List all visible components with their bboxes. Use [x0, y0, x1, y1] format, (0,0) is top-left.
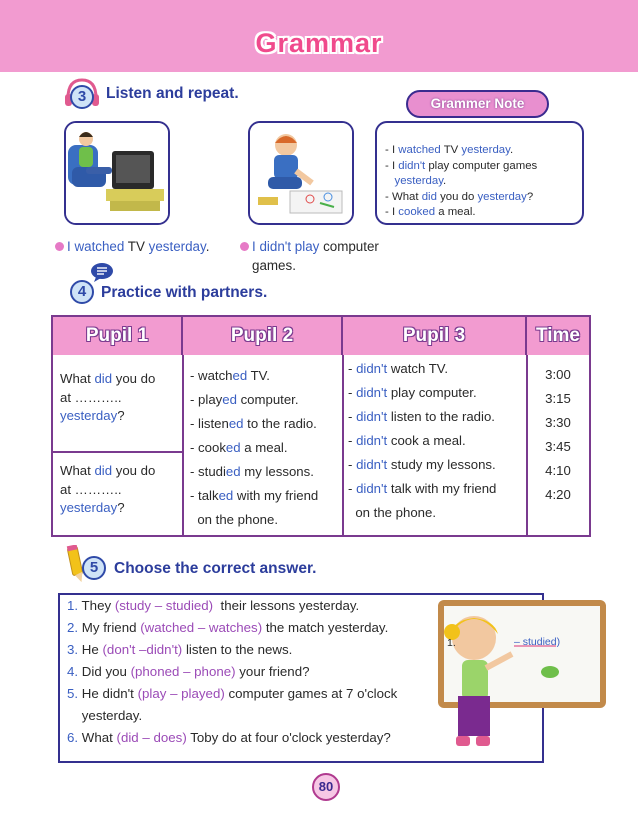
question-line: [67, 620, 388, 635]
text-segment: play computer games: [425, 159, 538, 172]
question-line: [67, 686, 397, 701]
pupil2-line: [190, 508, 340, 532]
pupil1-question-2: [60, 462, 178, 518]
pupil3-line: [348, 405, 524, 429]
pupil1-line: [60, 481, 178, 500]
text-segment: computer.: [236, 392, 299, 407]
board-number: 1.: [447, 637, 456, 649]
table-header-pupil2: Pupil 2: [183, 317, 343, 355]
pupil3-line: [348, 381, 524, 405]
girl-at-board-image: [432, 598, 608, 754]
text-segment: - watch: [190, 368, 233, 383]
highlighted-word: ed: [222, 392, 237, 407]
text-segment: What: [81, 730, 117, 745]
table-divider: [342, 355, 344, 537]
highlighted-word: didn't: [356, 385, 388, 400]
text-segment: you do: [112, 463, 156, 478]
pupil1-line: [60, 389, 178, 408]
section-3-title: Listen and repeat.: [106, 85, 239, 102]
highlighted-word: did: [94, 371, 113, 386]
text-segment: computer games at 7 o'clock: [224, 686, 398, 701]
text-segment: at ………..: [60, 389, 122, 405]
pupil2-answers: [190, 364, 340, 532]
highlighted-word: 2.: [67, 620, 82, 635]
grammar-note-box: [375, 121, 584, 225]
highlighted-word: yesterday: [394, 175, 444, 187]
highlighted-word: 4.: [67, 664, 82, 679]
highlighted-word: didn't: [356, 481, 388, 496]
table-divider: [182, 355, 184, 537]
highlighted-word: didn't: [356, 409, 388, 424]
pupil2-line: [190, 436, 340, 460]
text-segment: Toby do at four o'clock yesterday?: [186, 730, 391, 745]
section-5-title: Choose the correct answer.: [114, 560, 317, 577]
example-bullet-1: [67, 237, 209, 256]
text-segment: - What: [385, 190, 422, 203]
grammar-note-line: [385, 205, 574, 221]
grammar-note-line: [385, 143, 574, 159]
time-value: 3:15: [545, 391, 571, 406]
text-segment: -: [348, 481, 357, 496]
highlighted-word: ed: [232, 368, 248, 383]
highlighted-word: (phoned – phone): [130, 664, 236, 679]
highlighted-word: ed: [218, 488, 234, 503]
section-4-number: 4: [70, 280, 94, 304]
text-segment: .: [443, 175, 447, 187]
pupil2-line: [190, 388, 340, 412]
page-number: 80: [312, 773, 340, 801]
text-segment: .: [509, 144, 514, 156]
text-segment: your friend?: [235, 664, 310, 679]
text-segment: TV.: [247, 368, 270, 383]
highlighted-word: watched: [398, 144, 441, 156]
table-header-time: Time: [527, 317, 589, 355]
section-4-title: Practice with partners.: [101, 284, 268, 301]
time-value: 3:45: [545, 439, 571, 454]
text-segment: - I: [385, 206, 399, 218]
board-answer: – studied): [514, 636, 561, 648]
table-row-divider: [53, 451, 183, 453]
text-segment: a meal.: [240, 440, 288, 455]
grammar-note-tag: Grammer Note: [406, 90, 549, 118]
text-segment: - talk: [190, 488, 219, 503]
highlighted-word: cooked: [398, 206, 436, 218]
text-segment: yesterday.: [67, 708, 143, 723]
text-segment: - I: [385, 144, 399, 156]
highlighted-word: didn't: [356, 361, 388, 376]
pupil2-line: [190, 412, 340, 436]
time-value: 3:00: [545, 367, 571, 382]
pupil2-line: [190, 460, 340, 484]
question-line: [67, 708, 142, 723]
highlighted-word: 5.: [67, 686, 82, 701]
pupil1-question-1: [60, 370, 178, 426]
text-segment: -: [348, 385, 357, 400]
highlighted-word: I: [67, 239, 75, 254]
text-segment: with my friend: [233, 488, 319, 503]
highlighted-word: (don't –didn't): [102, 642, 183, 657]
table-header-pupil3: Pupil 3: [343, 317, 527, 355]
highlighted-word: (did – does): [116, 730, 187, 745]
text-segment: TV: [440, 144, 462, 156]
page-title: Grammar: [255, 28, 383, 58]
highlighted-word: did: [94, 463, 113, 478]
speech-bubble-icon: [90, 262, 114, 282]
text-segment: - play: [190, 392, 223, 407]
highlighted-word: didn't: [356, 433, 388, 448]
text-segment: listen to the radio.: [387, 409, 495, 424]
time-value: 4:20: [545, 487, 571, 502]
highlighted-word: 1.: [67, 598, 82, 613]
text-segment: -: [348, 361, 357, 376]
bullet-dot: [55, 242, 64, 251]
text-segment: What: [60, 371, 95, 386]
pupil3-line: [348, 477, 524, 501]
section-5-number: 5: [82, 556, 106, 580]
pupil2-line: [190, 484, 340, 508]
time-value: 3:30: [545, 415, 571, 430]
highlighted-word: didn't: [356, 457, 388, 472]
question-line: [67, 642, 292, 657]
text-segment: -: [348, 433, 357, 448]
practice-table: [51, 315, 591, 537]
text-segment: listen to the news.: [182, 642, 293, 657]
bullet-line: [252, 237, 379, 256]
highlighted-word: watched: [74, 239, 125, 254]
text-segment: at ………..: [60, 481, 122, 497]
grammar-note-lines: [385, 143, 574, 221]
text-segment: He didn't: [81, 686, 138, 701]
highlighted-word: I: [252, 239, 260, 254]
text-segment: on the phone.: [190, 512, 278, 527]
text-segment: They: [81, 598, 115, 613]
text-segment: ?: [117, 408, 125, 423]
highlighted-word: yesterday: [148, 239, 206, 254]
text-segment: watch TV.: [387, 361, 449, 376]
text-segment: a meal.: [435, 206, 476, 218]
text-segment: .: [205, 239, 210, 254]
bullet-line: [67, 237, 209, 256]
highlighted-word: 6.: [67, 730, 82, 745]
text-segment: play computer.: [387, 385, 477, 400]
highlighted-word: yesterday: [60, 500, 118, 515]
text-segment: my lessons.: [240, 464, 314, 479]
time-column: [527, 363, 589, 507]
pupil3-line: [348, 429, 524, 453]
text-segment: cook a meal.: [387, 433, 466, 448]
grammar-note-line: [385, 174, 574, 190]
highlighted-word: yesterday: [461, 144, 510, 156]
highlighted-word: ed: [228, 416, 244, 431]
section-3-number: 3: [70, 85, 94, 109]
text-segment: -: [348, 457, 357, 472]
highlighted-word: yesterday: [477, 190, 527, 203]
text-segment: computer: [319, 239, 379, 254]
text-segment: My friend: [81, 620, 141, 635]
text-segment: TV: [124, 239, 149, 254]
text-segment: ?: [117, 500, 125, 515]
grammar-note-line: [385, 190, 574, 206]
text-segment: [385, 175, 395, 187]
pupil1-line: [60, 499, 178, 518]
pupil1-line: [60, 407, 178, 426]
bullet-dot: [240, 242, 249, 251]
pupil3-line: [348, 453, 524, 477]
text-segment: -: [348, 409, 357, 424]
pupil3-line: [348, 501, 524, 525]
table-header-pupil1: Pupil 1: [53, 317, 183, 355]
pupil2-line: [190, 364, 340, 388]
question-line: [67, 664, 310, 679]
time-value: 4:10: [545, 463, 571, 478]
example-bullet-2: [252, 237, 379, 275]
highlighted-word: did: [421, 190, 437, 203]
text-segment: - studi: [190, 464, 226, 479]
text-segment: - cook: [190, 440, 226, 455]
text-segment: What: [60, 463, 95, 478]
text-segment: Did you: [81, 664, 131, 679]
text-segment: the match yesterday.: [262, 620, 389, 635]
example-bullet-2-line2: games.: [252, 258, 296, 273]
text-segment: He: [81, 642, 103, 657]
pupil1-line: [60, 370, 178, 389]
text-segment: you do: [436, 190, 478, 203]
highlighted-word: (watched – watches): [140, 620, 263, 635]
text-segment: talk with my friend: [387, 481, 497, 496]
pupil1-line: [60, 462, 178, 481]
highlighted-word: yesterday: [60, 408, 118, 423]
pupil3-line: [348, 357, 524, 381]
text-segment: ?: [526, 190, 534, 203]
question-line: [67, 730, 391, 745]
highlighted-word: ed: [225, 464, 241, 479]
highlighted-word: didn't play: [259, 239, 320, 254]
highlighted-word: ed: [225, 440, 241, 455]
highlighted-word: 3.: [67, 642, 82, 657]
text-segment: - I: [385, 159, 399, 172]
pupil3-answers: [348, 357, 524, 525]
grammar-note-line: [385, 159, 574, 175]
highlighted-word: (study – studied): [114, 598, 214, 613]
text-segment: to the radio.: [243, 416, 317, 431]
text-segment: their lessons yesterday.: [213, 598, 360, 613]
highlighted-word: (play – played): [137, 686, 225, 701]
text-segment: study my lessons.: [387, 457, 496, 472]
question-line: [67, 598, 359, 613]
text-segment: you do: [112, 371, 156, 386]
example-bullet-2-line1: [252, 237, 379, 256]
text-segment: on the phone.: [348, 505, 436, 520]
highlighted-word: didn't: [398, 159, 426, 172]
boy-drawing-image: [248, 121, 354, 225]
text-segment: - listen: [190, 416, 229, 431]
boy-watching-tv-image: [64, 121, 170, 225]
